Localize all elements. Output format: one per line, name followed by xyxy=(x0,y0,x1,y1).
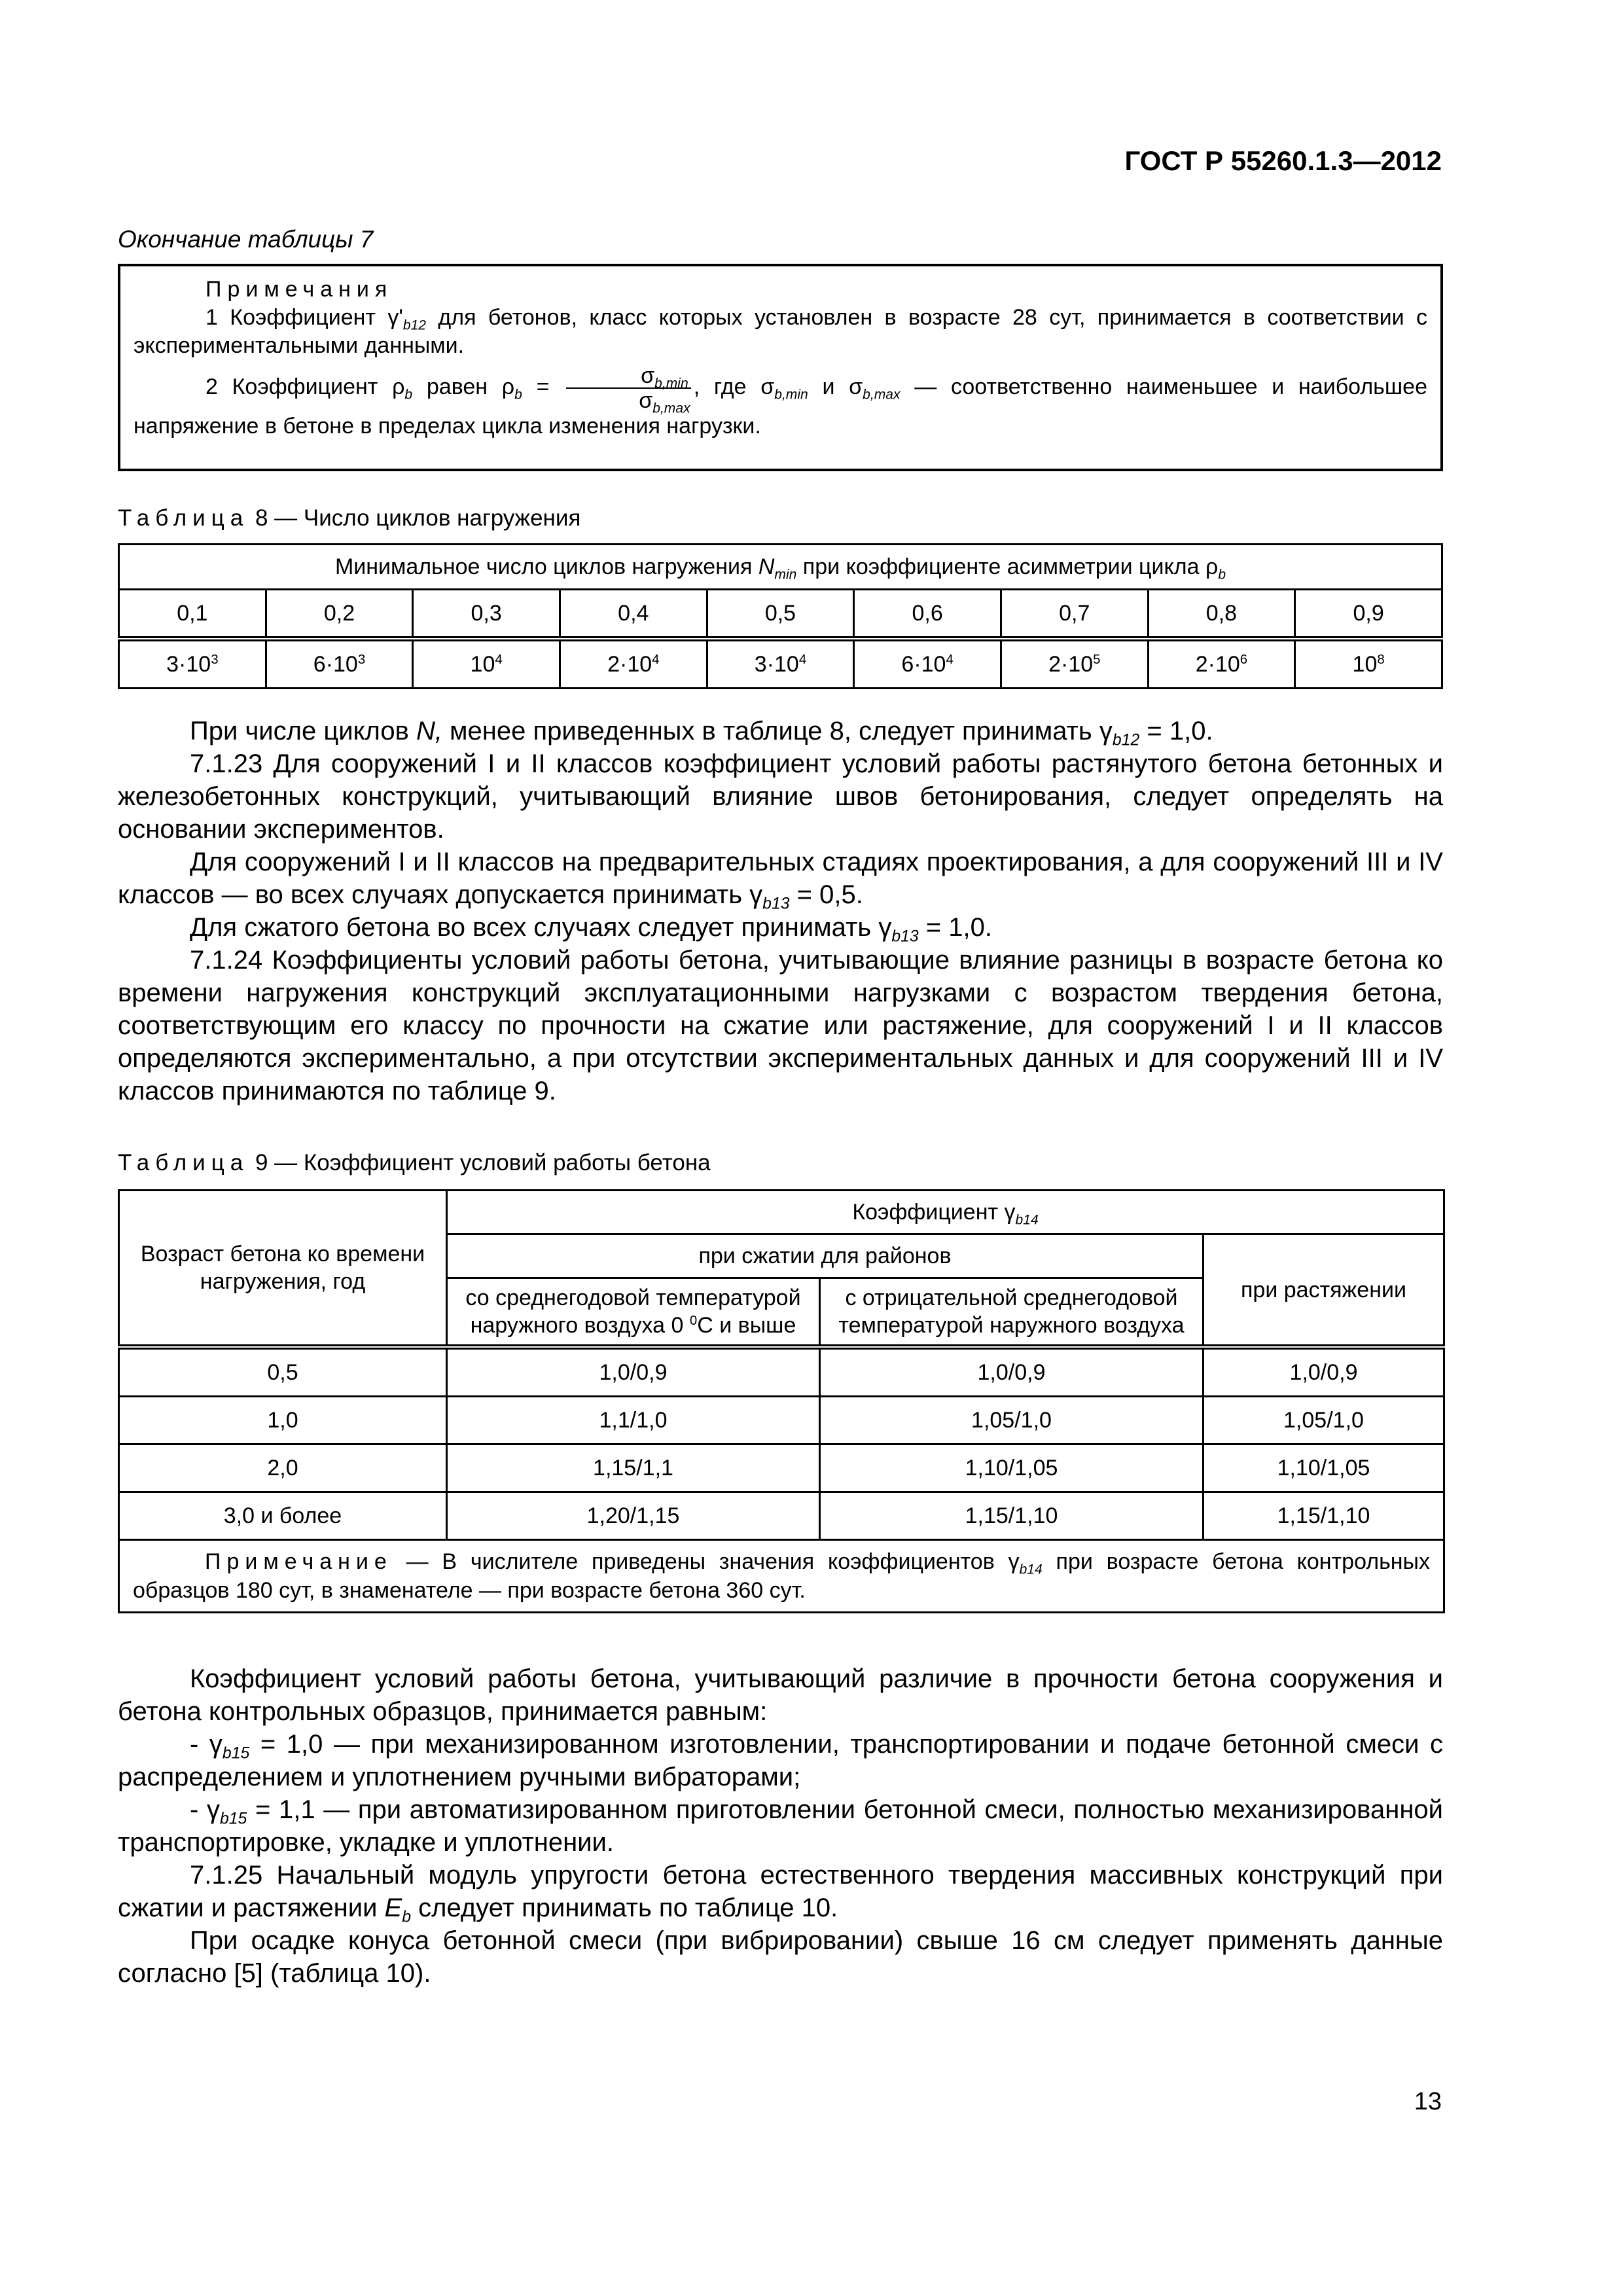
paragraph xyxy=(118,1793,1443,1859)
notes-title: Примечания xyxy=(205,277,393,302)
paragraph xyxy=(118,846,1443,911)
fraction xyxy=(566,363,691,416)
text-segment: Для сжатого бетона во всех случаях следует принимать γ xyxy=(190,913,892,942)
table-8 xyxy=(118,543,1443,689)
cycles-cell: $2\cdot 10^6$ xyxy=(1148,639,1295,689)
table-cell: 1,0/0,9 xyxy=(820,1347,1204,1397)
sub: b,max xyxy=(652,401,690,416)
rho-cell: 0,3 xyxy=(413,590,560,639)
paragraph xyxy=(118,1728,1443,1793)
text-segment: 1 Коэффициент γ' xyxy=(205,305,403,330)
text-segment: следует принимать по таблице 10. xyxy=(411,1893,838,1922)
header-warm-region xyxy=(447,1278,820,1348)
exponent: 3 xyxy=(357,652,366,667)
sigma: σ xyxy=(639,388,653,413)
table-row xyxy=(119,1347,1444,1397)
text-segment: = 1,1 — при автоматизированном приготовлении бетонной смеси, полностью механизированной транспортировке, укладке и уплотнении. xyxy=(118,1795,1443,1857)
header-text: С и выше xyxy=(697,1313,796,1338)
text-segment: 7.1.24 Коэффициенты условий работы бетона, учитывающие влияние разницы в возрасте бетона ко времени нагружения конструкций эксплуатационными нагрузками с возрастом твердения бетона, соответствующим его классу по прочности на сжатие или растяжение, для сооружений I и II классов определяются экспериментально, а при отсутствии экспериментальных данных и для сооружений III и IV классов принимаются по таблице 9. xyxy=(118,946,1443,1105)
table-row xyxy=(119,1444,1444,1492)
page-number: 13 xyxy=(1414,2088,1442,2115)
caption-text: 8 — Число циклов нагружения xyxy=(249,505,581,531)
subscript: min xyxy=(774,567,797,583)
exponent: 4 xyxy=(946,652,954,667)
caption-label: Таблица xyxy=(118,505,249,531)
table-cell: 1,1/1,0 xyxy=(447,1397,820,1444)
table-cell: 1,20/1,15 xyxy=(447,1492,820,1540)
note-2-text: 2 Коэффициент ρ xyxy=(205,374,405,399)
subscript: b14 xyxy=(1015,1212,1039,1228)
rho-cell: 0,7 xyxy=(1001,590,1148,639)
sub: b,min xyxy=(654,376,688,391)
header-coefficient xyxy=(447,1191,1444,1234)
text-segment: — В числителе приведены значения коэффициентов γ xyxy=(392,1549,1020,1574)
note-2-text: и σ xyxy=(808,374,863,399)
sub: b xyxy=(514,387,522,403)
text-segment: Для сооружений I и II классов на предварительных стадиях проектирования, а для сооружений III и IV классов — во всех случаях допускается принимать γ xyxy=(118,848,1443,909)
sup: 0 xyxy=(689,1313,698,1328)
text-segment: Коэффициент γ xyxy=(852,1200,1016,1225)
rho-cell: 0,5 xyxy=(707,590,854,639)
note-label: Примечание xyxy=(205,1549,393,1574)
note-2 xyxy=(134,364,1427,440)
subscript: b xyxy=(402,1908,412,1926)
text-segment: N xyxy=(758,554,775,579)
fraction-denominator xyxy=(567,388,690,416)
table-9-caption xyxy=(118,1150,711,1176)
rho-cell: 0,1 xyxy=(119,590,266,639)
paragraph xyxy=(118,1662,1443,1728)
text-segment: N, xyxy=(416,717,442,745)
paragraph xyxy=(118,715,1443,747)
table-cell: 1,15/1,10 xyxy=(1204,1492,1444,1540)
body-text-b xyxy=(118,1662,1443,1990)
text-segment: для бетонов, класс которых установлен в возрасте 28 сут, принимается в соответствии с экспериментальными данными. xyxy=(134,305,1427,358)
header-compression: при сжатии для районов xyxy=(447,1234,1204,1278)
exponent: 4 xyxy=(495,652,503,667)
subscript: b14 xyxy=(1019,1562,1043,1577)
note-2-text: = xyxy=(522,374,564,399)
text-segment: при возрасте бетона контрольных образцов 180 сут, в знаменателе — при возрасте бетона 360 сут. xyxy=(133,1549,1430,1603)
paragraph xyxy=(118,911,1443,944)
text-segment: 7.1.25 Начальный модуль упругости бетона естественного твердения массивных конструкций при сжатии и растяжении xyxy=(118,1861,1443,1922)
table-cell: 0,5 xyxy=(119,1347,447,1397)
sigma: σ xyxy=(641,363,655,388)
text-segment: = 1,0. xyxy=(918,913,993,942)
table-cell: 1,15/1,10 xyxy=(820,1492,1204,1540)
paragraph xyxy=(118,747,1443,846)
header-tension: при растяжении xyxy=(1204,1234,1444,1348)
table-cell: 1,05/1,0 xyxy=(820,1397,1204,1444)
subscript: b13 xyxy=(891,927,919,946)
table-cell: 1,0/0,9 xyxy=(447,1347,820,1397)
table-cell: 1,05/1,0 xyxy=(1204,1397,1444,1444)
text-segment: - γ xyxy=(190,1730,223,1759)
fraction-numerator xyxy=(566,364,691,389)
subscript: b15 xyxy=(222,1744,250,1763)
subscript: b15 xyxy=(219,1810,247,1828)
rho-cell: 0,8 xyxy=(1148,590,1295,639)
exponent: 5 xyxy=(1093,652,1101,667)
sub: b xyxy=(404,387,413,403)
cycles-cell: $3\cdot 10^3$ xyxy=(119,639,266,689)
cycles-cell: $6\cdot 10^3$ xyxy=(266,639,413,689)
paragraph xyxy=(118,944,1443,1107)
table-cell: 1,10/1,05 xyxy=(820,1444,1204,1492)
text-segment: = 0,5. xyxy=(789,880,863,909)
table-8-caption xyxy=(118,505,580,531)
text-segment: = 1,0. xyxy=(1139,717,1213,745)
table-cell: 2,0 xyxy=(119,1444,447,1492)
note-2-text: , где σ xyxy=(693,374,775,399)
note-2-text: равен ρ xyxy=(412,374,515,399)
text-segment: Минимальное число циклов нагружения xyxy=(334,554,758,579)
table-cell: 1,15/1,1 xyxy=(447,1444,820,1492)
rho-cell: 0,9 xyxy=(1295,590,1442,639)
rho-cell: 0,6 xyxy=(854,590,1001,639)
table-cell: 1,0 xyxy=(119,1397,447,1444)
header-text: со среднегодовой температурой наружного воздуха 0 xyxy=(465,1285,801,1338)
text-segment: = 1,0 — при механизированном изготовлении, транспортировании и подаче бетонной смеси с распределением и уплотнением ручными вибраторами; xyxy=(118,1730,1444,1791)
text-segment: - γ xyxy=(190,1795,220,1824)
rho-cell: 0,2 xyxy=(266,590,413,639)
header-age: Возраст бетона ко времени нагружения, год xyxy=(119,1191,447,1348)
exponent: 4 xyxy=(652,652,660,667)
text-segment: При осадке конуса бетонной смеси (при вибрировании) свыше 16 см следует применять данные согласно [5] (таблица 10). xyxy=(118,1926,1443,1988)
table-row xyxy=(119,1492,1444,1540)
sub: b,min xyxy=(774,387,808,403)
caption-text: 9 — Коэффициент условий работы бетона xyxy=(249,1150,711,1175)
table-8-header xyxy=(119,545,1442,590)
table-cell: 3,0 и более xyxy=(119,1492,447,1540)
text-segment: 7.1.23 Для сооружений I и II классов коэффициент условий работы растянутого бетона бетонных и железобетонных конструкций, учитывающий влияние швов бетонирования, следует определять на основании экспериментов. xyxy=(118,749,1443,844)
paragraph xyxy=(118,1859,1443,1924)
document-id: ГОСТ Р 55260.1.3—2012 xyxy=(1124,145,1442,176)
paragraph xyxy=(118,1924,1443,1990)
table-9 xyxy=(118,1189,1445,1613)
sub: b,max xyxy=(863,387,901,403)
cycles-cell: $2\cdot 10^4$ xyxy=(560,639,707,689)
text-segment: Коэффициент условий работы бетона, учитывающий различие в прочности бетона сооружения и бетона контрольных образцов, принимается равным: xyxy=(118,1664,1443,1726)
subscript: b xyxy=(1218,567,1226,583)
exponent: 6 xyxy=(1240,652,1248,667)
subscript: b12 xyxy=(402,317,427,333)
table-row xyxy=(119,1397,1444,1444)
caption-label: Таблица xyxy=(118,1150,249,1175)
note-2-text: — соответственно наименьшее и наибольшее напряжение в бетоне в пределах цикла изменения нагрузки. xyxy=(134,374,1427,439)
rho-cell: 0,4 xyxy=(560,590,707,639)
text-segment: При числе циклов xyxy=(190,717,416,745)
exponent: 4 xyxy=(798,652,807,667)
text-segment: менее приведенных в таблице 8, следует принимать γ xyxy=(442,717,1113,745)
subscript: b12 xyxy=(1112,731,1140,749)
note-1 xyxy=(134,304,1427,360)
header-cold-region: с отрицательной среднегодовой температурой наружного воздуха xyxy=(820,1278,1204,1348)
cycles-cell: $10^8$ xyxy=(1295,639,1442,689)
cycles-cell: $2\cdot 10^5$ xyxy=(1001,639,1148,689)
table-9-note xyxy=(119,1540,1444,1613)
notes-box xyxy=(118,264,1443,471)
cycles-cell: $3\cdot 10^4$ xyxy=(707,639,854,689)
table-continuation-label: Окончание таблицы 7 xyxy=(118,226,374,253)
text-segment: при коэффициенте асимметрии цикла ρ xyxy=(796,554,1219,579)
text-segment: E xyxy=(384,1893,402,1922)
exponent: 3 xyxy=(211,652,219,667)
cycles-cell: $6\cdot 10^4$ xyxy=(854,639,1001,689)
body-text-a xyxy=(118,715,1443,1107)
subscript: b13 xyxy=(762,895,790,913)
table-cell: 1,10/1,05 xyxy=(1204,1444,1444,1492)
table-cell: 1,0/0,9 xyxy=(1204,1347,1444,1397)
cycles-cell: $10^4$ xyxy=(413,639,560,689)
exponent: 8 xyxy=(1377,652,1385,667)
